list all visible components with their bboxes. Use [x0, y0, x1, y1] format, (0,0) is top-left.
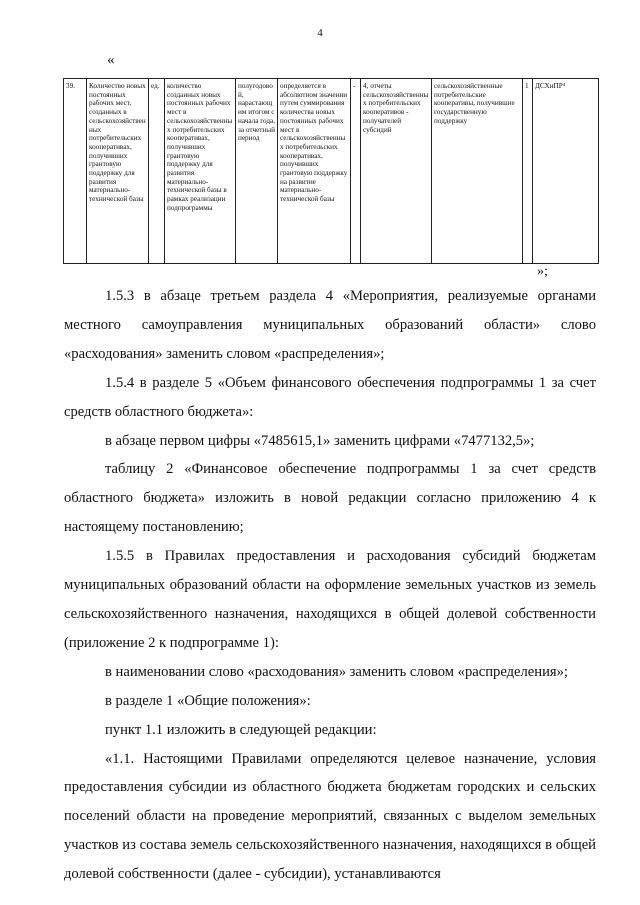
cell-row-number: 39. [64, 79, 87, 264]
paragraph: пункт 1.1 изложить в следующей редакции: [105, 721, 377, 738]
cell-responsible: ДСХиПР⁴ [533, 79, 599, 264]
table-row [64, 79, 599, 264]
page-number: 4 [317, 27, 323, 39]
paragraph: таблицу 2 «Финансовое обеспечение подпрограммы 1 за счет средств областного бюджета» изложить в новой редакции согласно приложению 4 к настоящему постановлению; [64, 461, 596, 536]
cell-data-source: 4, отчеты сельскохозяйственных потребительских кооперативов - получателей субсидий [361, 79, 432, 264]
paragraph: в абзаце первом цифры «7485615,1» заменить цифрами «7477132,5»; [105, 432, 535, 449]
cell-calculation-method: определяется в абсолютном значении путем суммирования количества новых постоянных рабочих мест в сельскохозяйственных потребительских кооперативах, получивших грантовую поддержку на развитие материально-технической базы [278, 79, 351, 264]
paragraph: в наименовании слово «расходования» заменить словом «распределения»; [105, 663, 568, 680]
paragraph: 1.5.5 в Правилах предоставления и расходования субсидий бюджетам муниципальных образований области на оформление земельных участков из земель сельскохозяйственного назначения, находящихся в общей долевой собственности (приложение 2 к подпрограмме 1): [64, 548, 596, 651]
table-open-quote: « [107, 52, 115, 68]
paragraph: 1.5.3 в абзаце третьем раздела 4 «Мероприятия, реализуемые органами местного самоуправления муниципальных образований области» слово «расходования» заменить словом «распределения»; [64, 288, 596, 362]
cell-col9: 1 [523, 79, 533, 264]
cell-unit: ед. [149, 79, 165, 264]
cell-periodicity: полугодовой, нарастающим итогом с начала года, за отчетный период [236, 79, 278, 264]
paragraph: «1.1. Настоящими Правилами определяются целевое назначение, условия предоставления субсидии из областного бюджета бюджетам городских и сельских поселений области на проведение мероприятий, связанных с выделом земельных участков из состава земель сельскохозяйственного назначения, находящихся в общей долевой собственности (далее - субсидии), устанавливаются [64, 750, 596, 883]
table-close-quote: »; [537, 264, 548, 279]
indicator-table [63, 78, 599, 264]
document-body [64, 282, 596, 889]
cell-dash: - [351, 79, 361, 264]
paragraph: в разделе 1 «Общие положения»: [105, 692, 311, 709]
paragraph: 1.5.4 в разделе 5 «Объем финансового обеспечения подпрограммы 1 за счет средств областного бюджета»: [64, 374, 596, 420]
cell-population: сельскохозяйственные потребительские кооперативы, получившие государственную поддержку [432, 79, 523, 264]
cell-definition: количество созданных новых постоянных рабочих мест в сельскохозяйственных потребительских кооперативах, получивших грантовую поддержку для развития материально-технической базы в рамках реализации подпрограммы [165, 79, 236, 264]
cell-indicator-name: Количество новых постоянных рабочих мест, созданных в сельскохозяйственных потребительских кооперативах, получивших грантовую поддержку для развития материально-технической базы [87, 79, 149, 264]
